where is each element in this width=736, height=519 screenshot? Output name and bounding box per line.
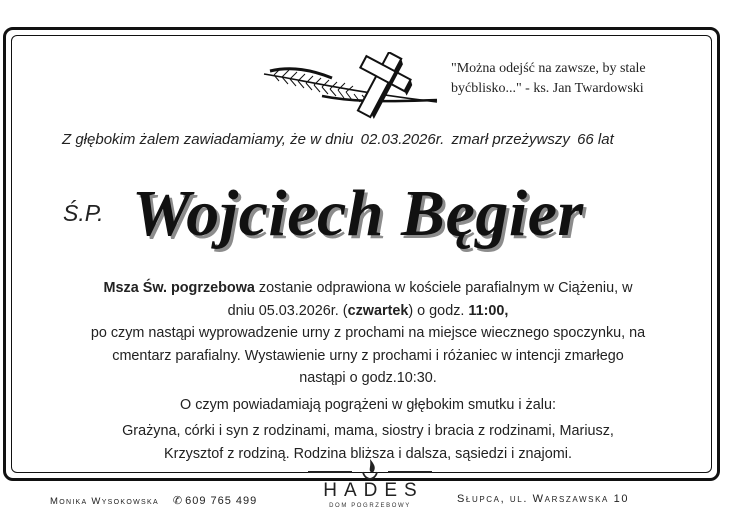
mass-date-text: dniu 05.03.2026r. (: [227, 302, 348, 319]
logo-left-line: [308, 471, 352, 473]
memorial-quote: [451, 59, 696, 99]
mourners-line-1: Grażyna, córki i syn z rodzinami, mama, siostry i bracia z rodzinami, Mariusz,: [122, 423, 614, 439]
logo-wordmark: HADES: [323, 480, 424, 501]
address: Słupca, ul. Warszawska 10: [457, 493, 630, 505]
funeral-details: [40, 277, 696, 465]
mass-line-4: cmentarz parafialny. Wystawienie urny z prochami i różaniec w intencji zmarłego: [112, 347, 624, 364]
mourners-intro: O czym powiadamiają pogrążeni w głębokim smutku i żalu:: [180, 396, 556, 413]
death-date: 02.03.2026r.: [360, 131, 445, 148]
mass-text-1: zostanie odprawiona w kościele parafialnym w Ciążeniu, w: [258, 280, 633, 296]
cross-with-palm-icon: [262, 52, 442, 120]
mass-time: 11:00,: [468, 302, 509, 319]
contact-name: Monika Wysokowska: [50, 496, 159, 507]
hades-logo: [302, 458, 438, 514]
sp-prefix: Ś.P.: [63, 200, 104, 226]
mass-time-label: ) o godz.: [408, 302, 465, 319]
mass-line-5: nastąpi o godz.10:30.: [299, 370, 437, 386]
death-announcement-line: [62, 131, 617, 148]
logo-subtitle: DOM POGRZEBOWY: [329, 503, 411, 509]
phone-icon: ✆: [172, 495, 184, 507]
contact-info: [50, 494, 257, 507]
quote-line-1: "Można odejść na zawsze, by stale: [451, 61, 646, 76]
intro-died: zmarł przeżywszy: [451, 131, 570, 148]
mass-line-3: po czym nastąpi wyprowadzenie urny z prochami na miejsce wiecznego spoczynku, na: [90, 325, 646, 341]
phone-number: 609 765 499: [185, 495, 258, 507]
intro-lead: Z głębokim żalem zawiadamiamy, że w dniu: [62, 131, 354, 148]
mass-line-2: [40, 300, 696, 323]
mass-line-1: [40, 277, 696, 300]
quote-line-2: byćblisko..." - ks. Jan Twardowski: [451, 81, 644, 96]
flame-icon: [359, 458, 381, 482]
deceased-name: Wojciech Bęgier: [132, 177, 584, 250]
mass-label: Msza Św. pogrzebowa: [103, 280, 255, 296]
mass-weekday: czwartek: [347, 302, 409, 319]
logo-right-line: [388, 471, 432, 473]
mourners-line-2: Krzysztof z rodziną. Rodzina bliższa i dalsza, sąsiedzi i znajomi.: [164, 445, 572, 462]
age: 66 lat: [577, 131, 614, 148]
